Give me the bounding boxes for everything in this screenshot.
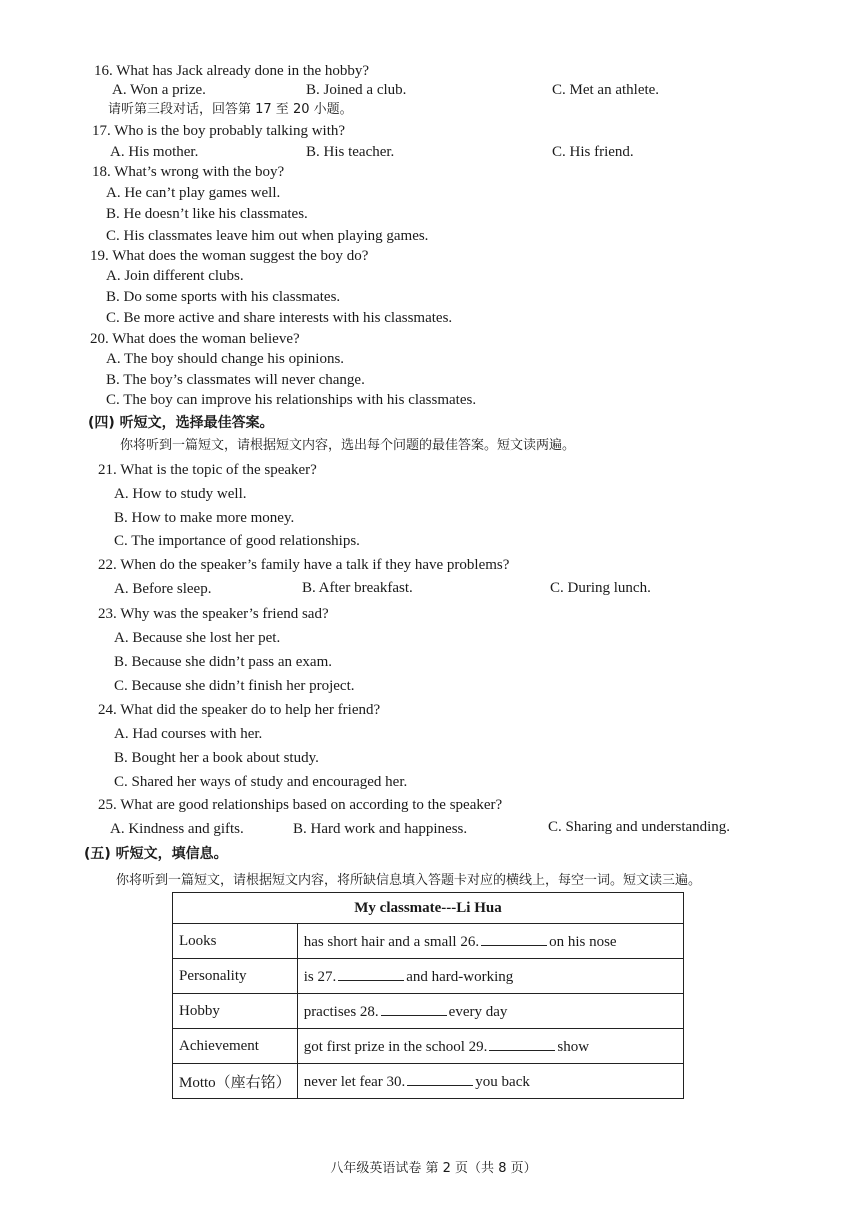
table-title-row [173,893,684,924]
option-21b: B. How to make more money. [114,510,295,526]
answer-blank-29 [489,1036,555,1051]
table-row [173,994,684,1029]
option-22a: A. Before sleep. [114,581,212,597]
section-5-heading: (五) 听短文，填信息。 [84,846,228,862]
option-20c: C. The boy can improve his relationships with his classmates. [106,392,477,408]
page-footer: 八年级英语试卷 第 2 页（共 8 页） [330,1161,537,1176]
option-23a: A. Because she lost her pet. [114,630,281,646]
option-24c: C. Shared her ways of study and encouraged her. [114,774,408,790]
option-21c: C. The importance of good relationships. [114,533,360,549]
question-22: 22. When do the speaker’s family have a talk if they have problems? [98,557,510,573]
section-4-heading: (四) 听短文，选择最佳答案。 [88,415,274,431]
section-4-instruction: 你将听到一篇短文，请根据短文内容，选出每个问题的最佳答案。短文读两遍。 [120,438,576,453]
option-22b: B. After breakfast. [302,580,413,596]
row-text-after: on his nose [549,934,617,950]
option-17a: A. His mother. [110,144,199,160]
question-25: 25. What are good relationships based on according to the speaker? [98,797,503,813]
question-17: 17. Who is the boy probably talking with? [92,123,346,139]
answer-blank-27 [338,966,404,981]
option-18c: C. His classmates leave him out when playing games. [106,228,429,244]
row-value [297,1029,683,1064]
option-25b: B. Hard work and happiness. [293,821,468,837]
row-label: Hobby [173,994,298,1029]
option-20b: B. The boy’s classmates will never change. [106,372,365,388]
option-17c: C. His friend. [552,144,634,160]
row-text-before: got first prize in the school 29. [303,1039,488,1055]
option-16c: C. Met an athlete. [552,82,660,98]
table-title: My classmate---Li Hua [173,893,684,924]
option-20a: A. The boy should change his opinions. [106,351,345,367]
row-text-after: show [557,1039,590,1055]
table-row [173,1064,684,1099]
option-23b: B. Because she didn’t pass an exam. [114,654,333,670]
option-22c: C. During lunch. [550,580,651,596]
row-text-before: never let fear 30. [303,1074,406,1090]
question-16: 16. What has Jack already done in the hobby? [94,63,370,79]
row-value [297,1064,683,1099]
question-18: 18. What’s wrong with the boy? [92,164,285,180]
option-23c: C. Because she didn’t finish her project. [114,678,355,694]
row-label: Personality [173,959,298,994]
option-18a: A. He can’t play games well. [106,185,281,201]
row-text-after: every day [448,1004,508,1020]
question-20: 20. What does the woman believe? [90,331,300,347]
row-value [297,924,683,959]
section-5-instruction: 你将听到一篇短文，请根据短文内容，将所缺信息填入答题卡对应的横线上，每空一词。短文读三遍。 [116,873,702,888]
option-16a: A. Won a prize. [112,82,206,98]
option-24a: A. Had courses with her. [114,726,263,742]
question-23: 23. Why was the speaker’s friend sad? [98,606,329,622]
option-19b: B. Do some sports with his classmates. [106,289,341,305]
answer-blank-28 [381,1001,447,1016]
option-19c: C. Be more active and share interests with his classmates. [106,310,453,326]
option-18b: B. He doesn’t like his classmates. [106,206,308,222]
option-25c: C. Sharing and understanding. [548,819,731,835]
row-label: Achievement [173,1029,298,1064]
table-row [173,1029,684,1064]
option-17b: B. His teacher. [306,144,395,160]
row-label: Motto（座右铭） [173,1064,298,1099]
option-16b: B. Joined a club. [306,82,407,98]
question-21: 21. What is the topic of the speaker? [98,462,317,478]
row-value [297,994,683,1029]
question-19: 19. What does the woman suggest the boy do? [90,248,369,264]
row-text-before: practises 28. [303,1004,379,1020]
row-label: Looks [173,924,298,959]
row-text-before: has short hair and a small 26. [303,934,480,950]
question-24: 24. What did the speaker do to help her friend? [98,702,381,718]
row-value [297,959,683,994]
table-row [173,959,684,994]
option-24b: B. Bought her a book about study. [114,750,319,766]
answer-blank-30 [407,1071,473,1086]
answer-blank-26 [481,931,547,946]
row-text-before: is 27. [303,969,337,985]
option-21a: A. How to study well. [114,486,247,502]
row-text-after: and hard-working [406,969,514,985]
option-19a: A. Join different clubs. [106,268,244,284]
option-25a: A. Kindness and gifts. [110,821,244,837]
info-table [172,892,684,1099]
instruction-part3: 请听第三段对话，回答第 17 至 20 小题。 [108,102,353,117]
row-text-after: you back [475,1074,530,1090]
table-row [173,924,684,959]
